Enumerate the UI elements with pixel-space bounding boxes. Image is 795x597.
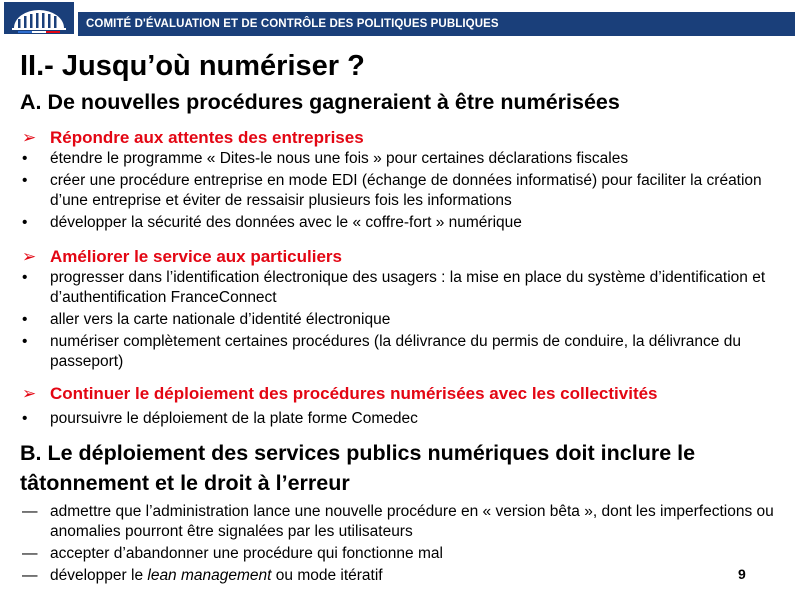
bullet-icon: •: [22, 150, 28, 167]
list-item-text: créer une procédure entreprise en mode EDI (échange de données informatisé) pour faciliter la création d’une entreprise et éviter de ressaisir plusieurs fois les informations: [50, 172, 762, 209]
list-item: [20, 310, 785, 330]
list-item: [20, 566, 785, 586]
group-entreprises: [20, 127, 785, 235]
list-item-text: numériser complètement certaines procédures (la délivrance du permis de conduire, la délivrance du passeport): [50, 333, 741, 370]
hemicycle-icon: [4, 2, 74, 34]
page-number: 9: [738, 566, 746, 582]
group-collectivites: [20, 383, 785, 431]
header-title: COMITÉ D'ÉVALUATION ET DE CONTRÔLE DES POLITIQUES PUBLIQUES: [78, 12, 795, 36]
bullet-icon: •: [22, 410, 28, 427]
section-b-heading: B. Le déploiement des services publics numériques doit inclure le tâtonnement et le droit à l’erreur: [20, 441, 696, 495]
list-item-text: admettre que l’administration lance une nouvelle procédure en « version bêta », dont les imperfections ou anomalies pourront être signalées par les utilisateurs: [50, 503, 774, 540]
list-item-text: étendre le programme « Dites-le nous une fois » pour certaines déclarations fiscales: [50, 150, 629, 167]
group-particuliers: [20, 246, 785, 374]
group-heading: [20, 127, 785, 149]
list-item: [20, 409, 785, 429]
bullet-icon: •: [22, 333, 28, 350]
list-item-text: accepter d’abandonner une procédure qui fonctionne mal: [50, 545, 443, 562]
list-item-text: développer le: [50, 567, 148, 584]
arrow-bullet-icon: ➢: [22, 128, 37, 147]
list-item-emphasis: lean management: [147, 567, 272, 584]
section-a-heading: A. De nouvelles procédures gagneraient à être numérisées: [20, 90, 620, 114]
group-heading-label: Répondre aux attentes des entreprises: [50, 128, 364, 147]
list-item: [20, 213, 785, 233]
list-item-text: ou mode itératif: [271, 567, 383, 584]
dash-bullet-icon: —: [22, 567, 38, 584]
list-item: [20, 332, 785, 372]
list-item-text: développer la sécurité des données avec le « coffre-fort » numérique: [50, 214, 522, 231]
bullet-icon: •: [22, 214, 28, 231]
bullet-icon: •: [22, 269, 28, 286]
group-heading: [20, 246, 785, 268]
list-item-text: poursuivre le déploiement de la plate forme Comedec: [50, 410, 418, 427]
group-heading-label: Améliorer le service aux particuliers: [50, 247, 342, 266]
dash-bullet-icon: —: [22, 545, 38, 562]
arrow-bullet-icon: ➢: [22, 247, 37, 266]
arrow-bullet-icon: ➢: [22, 384, 37, 403]
list-item: [20, 544, 785, 564]
assemblee-logo: [4, 2, 74, 34]
dash-bullet-icon: —: [22, 503, 38, 520]
page-title: II.- Jusqu’où numériser ?: [20, 50, 365, 82]
list-item: [20, 502, 785, 542]
list-item: [20, 171, 785, 211]
list-item-text: progresser dans l’identification électronique des usagers : la mise en place du système d’identification et d’authentification FranceConnect: [50, 269, 766, 306]
group-heading-label: Continuer le déploiement des procédures numérisées avec les collectivités: [50, 384, 658, 403]
group-heading: [20, 383, 785, 405]
header: [0, 0, 795, 36]
list-item: [20, 149, 785, 169]
bullet-icon: •: [22, 311, 28, 328]
section-b-list: [20, 502, 785, 588]
list-item-text: aller vers la carte nationale d’identité électronique: [50, 311, 391, 328]
list-item: [20, 268, 785, 308]
bullet-icon: •: [22, 172, 28, 189]
